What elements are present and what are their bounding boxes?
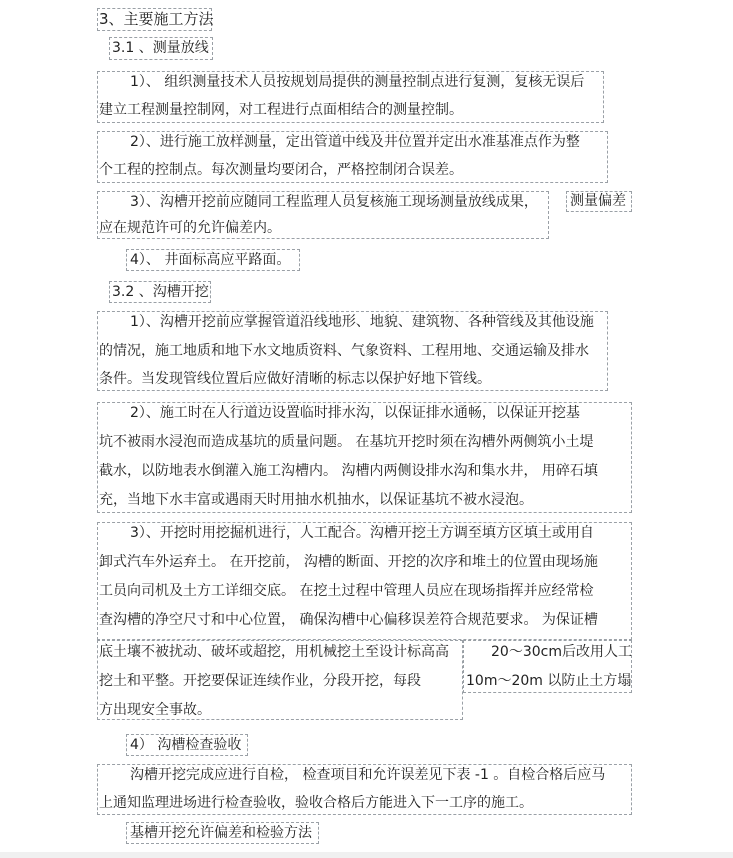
- paragraph-line: 3）、开挖时用挖掘机进行，人工配合。沟槽开挖土方调至填方区填土或用自: [130, 525, 594, 541]
- section-heading-3-text: 3、主要施工方法: [99, 10, 214, 28]
- paragraph-line: 挖土和平整。开挖要保证连续作业，分段开挖，每段: [99, 673, 421, 689]
- paragraph-line: 截水，以防地表水倒灌入施工沟槽内。 沟槽内两侧设排水沟和集水井， 用碎石填: [99, 463, 598, 479]
- paragraph-line: 1）、沟槽开挖前应掌握管道沿线地形、地貌、建筑物、各种管线及其他设施: [130, 314, 594, 330]
- paragraph-line: 2）、施工时在人行道边设置临时排水沟，以保证排水通畅，以保证开挖基: [130, 405, 580, 421]
- paragraph-line: 的情况，施工地质和地下水文地质资料、气象资料、工程用地、交通运输及排水: [99, 343, 589, 359]
- side-fragment: 测量偏差: [570, 193, 626, 209]
- paragraph-line: 1）、 组织测量技术人员按规划局提供的测量控制点进行复测，复核无误后: [130, 74, 585, 90]
- paragraph-line: 4）、 井面标高应平路面。: [130, 252, 291, 268]
- paragraph-line: 坑不被雨水浸泡而造成基坑的质量问题。 在基坑开挖时须在沟槽外两侧筑小土堤: [99, 434, 594, 450]
- paragraph-line: 2）、进行施工放样测量，定出管道中线及井位置并定出水准基准点作为整: [130, 134, 580, 150]
- paragraph-line: 方出现安全事故。: [99, 702, 211, 718]
- subsection-heading-3-1-text: 3.1 、测量放线: [112, 40, 209, 56]
- table-caption: 基槽开挖允许偏差和检验方法: [130, 825, 312, 841]
- paragraph-line: 条件。当发现管线位置后应做好清晰的标志以保护好地下管线。: [99, 371, 491, 387]
- paragraph-line: 沟槽开挖完成应进行自检， 检查项目和允许误差见下表 -1 。自检合格后应马: [130, 767, 606, 783]
- paragraph-line: 3）、沟槽开挖前应随同工程监理人员复核施工现场测量放线成果，: [130, 194, 538, 210]
- paragraph-line: 上通知监理进场进行检查验收，验收合格后方能进入下一工序的施工。: [99, 795, 533, 811]
- paragraph-line: 工员向司机及土方工详细交底。 在挖土过程中管理人员应在现场指挥并应经常检: [99, 583, 594, 599]
- paragraph-line: 应在规范许可的允许偏差内。: [99, 220, 281, 236]
- side-fragment: 20～30cm后改用人工: [491, 644, 632, 660]
- paragraph-line: 底土壤不被扰动、破坏或超挖，用机械挖土至设计标高高: [99, 644, 449, 660]
- paragraph-line: 卸式汽车外运弃土。 在开挖前， 沟槽的断面、开挖的次序和堆土的位置由现场施: [99, 554, 598, 570]
- paragraph-line: 查沟槽的净空尺寸和中心位置， 确保沟槽中心偏移误差符合规范要求。 为保证槽: [99, 612, 598, 628]
- subsection-heading-3-2-text: 3.2 、沟槽开挖: [112, 284, 209, 300]
- page-bottom-edge: [0, 852, 733, 858]
- paragraph-line: 4） 沟槽检查验收: [130, 737, 242, 753]
- side-fragment: 10m～20m 以防止土方塌: [466, 673, 632, 689]
- paragraph-line: 建立工程测量控制网，对工程进行点面相结合的测量控制。: [99, 102, 463, 118]
- paragraph-line: 充，当地下水丰富或遇雨天时用抽水机抽水，以保证基坑不被水浸泡。: [99, 492, 533, 508]
- paragraph-line: 个工程的控制点。每次测量均要闭合，严格控制闭合误差。: [99, 162, 463, 178]
